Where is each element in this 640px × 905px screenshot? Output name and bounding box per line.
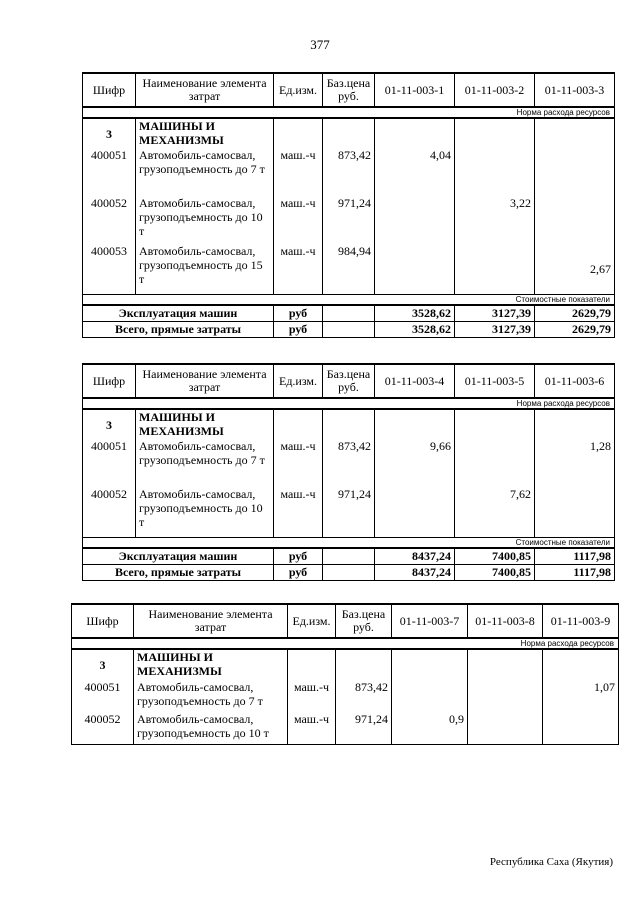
- section-name: МАШИНЫ И МЕХАНИЗМЫ: [136, 118, 274, 148]
- total-value: 1117,98: [535, 548, 615, 565]
- row-price: 971,24: [323, 196, 375, 244]
- row-price: 873,42: [323, 439, 375, 487]
- resource-table-1: [82, 72, 615, 338]
- row-code: 400052: [83, 487, 136, 537]
- row-value: [468, 680, 543, 712]
- header-name: Наименование элемента затрат: [134, 604, 288, 638]
- header-column: 01-11-003-1: [375, 73, 455, 107]
- header-column: 01-11-003-5: [455, 364, 535, 398]
- row-unit: маш.-ч: [274, 196, 323, 244]
- total-value: 3528,62: [375, 321, 455, 337]
- header-column: 01-11-003-9: [543, 604, 619, 638]
- total-value: 3127,39: [455, 321, 535, 337]
- total-value: 2629,79: [535, 321, 615, 337]
- row-unit: маш.-ч: [274, 148, 323, 196]
- total-value: 8437,24: [375, 548, 455, 565]
- header-unit: Ед.изм.: [288, 604, 336, 638]
- total-unit: руб: [274, 548, 323, 565]
- total-value: 7400,85: [455, 564, 535, 580]
- row-value: 4,04: [375, 148, 455, 196]
- row-value: [535, 487, 615, 537]
- row-value: [543, 712, 619, 744]
- row-value: [455, 439, 535, 487]
- total-row: [83, 305, 615, 322]
- resource-table-2: [82, 363, 615, 581]
- total-label: Всего, прямые затраты: [83, 564, 274, 580]
- section-name: МАШИНЫ И МЕХАНИЗМЫ: [134, 649, 288, 680]
- table-row: [72, 712, 619, 744]
- row-value: [455, 244, 535, 294]
- row-price: 984,94: [323, 244, 375, 294]
- section-code: 3: [83, 118, 136, 148]
- table-row: [83, 196, 615, 244]
- section-code: 3: [72, 649, 134, 680]
- row-code: 400051: [83, 148, 136, 196]
- row-code: 400051: [83, 439, 136, 487]
- row-value: 9,66: [375, 439, 455, 487]
- header-code: Шифр: [83, 364, 136, 398]
- norm-label: Норма расхода ресурсов: [83, 398, 615, 409]
- row-value: [455, 148, 535, 196]
- table-row: [72, 680, 619, 712]
- header-column: 01-11-003-7: [392, 604, 468, 638]
- header-name: Наименование элемента затрат: [136, 73, 274, 107]
- table-row: [83, 487, 615, 537]
- row-value: 1,28: [535, 439, 615, 487]
- total-unit: руб: [274, 305, 323, 322]
- header-price: Баз.цена руб.: [323, 73, 375, 107]
- row-value: 7,62: [455, 487, 535, 537]
- row-value: [535, 148, 615, 196]
- header-column: 01-11-003-8: [468, 604, 543, 638]
- total-label: Эксплуатация машин: [83, 548, 274, 565]
- total-value: 3528,62: [375, 305, 455, 322]
- total-value: 1117,98: [535, 564, 615, 580]
- table-row: [83, 148, 615, 196]
- header-unit: Ед.изм.: [274, 364, 323, 398]
- row-unit: маш.-ч: [274, 439, 323, 487]
- header-price: Баз.цена руб.: [323, 364, 375, 398]
- header-column: 01-11-003-6: [535, 364, 615, 398]
- row-name: Автомобиль-самосвал, грузоподъемность до 7 т: [136, 439, 274, 487]
- row-unit: маш.-ч: [274, 487, 323, 537]
- row-name: Автомобиль-самосвал, грузоподъемность до 10 т: [134, 712, 288, 744]
- row-value: [375, 244, 455, 294]
- row-unit: маш.-ч: [288, 712, 336, 744]
- page-number: 377: [310, 37, 330, 52]
- row-name: Автомобиль-самосвал, грузоподъемность до 7 т: [134, 680, 288, 712]
- row-name: Автомобиль-самосвал, грузоподъемность до 10 т: [136, 196, 274, 244]
- total-unit: руб: [274, 321, 323, 337]
- row-price: 873,42: [336, 680, 392, 712]
- table-row: [83, 244, 615, 294]
- header-unit: Ед.изм.: [274, 73, 323, 107]
- header-price: Баз.цена руб.: [336, 604, 392, 638]
- section-name: МАШИНЫ И МЕХАНИЗМЫ: [136, 409, 274, 439]
- header-code: Шифр: [83, 73, 136, 107]
- row-code: 400052: [83, 196, 136, 244]
- row-price: 873,42: [323, 148, 375, 196]
- row-code: 400052: [72, 712, 134, 744]
- header-code: Шифр: [72, 604, 134, 638]
- row-value: [392, 680, 468, 712]
- resource-table-3: [71, 603, 619, 745]
- row-value: [468, 712, 543, 744]
- cost-label: Стоимостные показатели: [83, 537, 615, 548]
- total-row: [83, 548, 615, 565]
- row-value: 0,9: [392, 712, 468, 744]
- row-code: 400051: [72, 680, 134, 712]
- row-name: Автомобиль-самосвал, грузоподъемность до 15 т: [136, 244, 274, 294]
- norm-label: Норма расхода ресурсов: [72, 638, 619, 649]
- row-code: 400053: [83, 244, 136, 294]
- section-code: 3: [83, 409, 136, 439]
- header-column: 01-11-003-2: [455, 73, 535, 107]
- total-value: 7400,85: [455, 548, 535, 565]
- total-unit: руб: [274, 564, 323, 580]
- row-value: 2,67: [535, 244, 615, 294]
- row-name: Автомобиль-самосвал, грузоподъемность до 10 т: [136, 487, 274, 537]
- row-price: 971,24: [336, 712, 392, 744]
- footer-region: Республика Саха (Якутия): [489, 856, 613, 868]
- total-value: 2629,79: [535, 305, 615, 322]
- row-value: [375, 196, 455, 244]
- header-column: 01-11-003-3: [535, 73, 615, 107]
- row-value: 1,07: [543, 680, 619, 712]
- table-row: [83, 439, 615, 487]
- header-name: Наименование элемента затрат: [136, 364, 274, 398]
- total-label: Всего, прямые затраты: [83, 321, 274, 337]
- total-row: [83, 321, 615, 337]
- row-value: [535, 196, 615, 244]
- total-value: 3127,39: [455, 305, 535, 322]
- row-value: 3,22: [455, 196, 535, 244]
- total-label: Эксплуатация машин: [83, 305, 274, 322]
- total-row: [83, 564, 615, 580]
- row-price: 971,24: [323, 487, 375, 537]
- cost-label: Стоимостные показатели: [83, 294, 615, 305]
- row-unit: маш.-ч: [288, 680, 336, 712]
- row-value: [375, 487, 455, 537]
- row-unit: маш.-ч: [274, 244, 323, 294]
- norm-label: Норма расхода ресурсов: [83, 107, 615, 118]
- header-column: 01-11-003-4: [375, 364, 455, 398]
- row-name: Автомобиль-самосвал, грузоподъемность до 7 т: [136, 148, 274, 196]
- total-value: 8437,24: [375, 564, 455, 580]
